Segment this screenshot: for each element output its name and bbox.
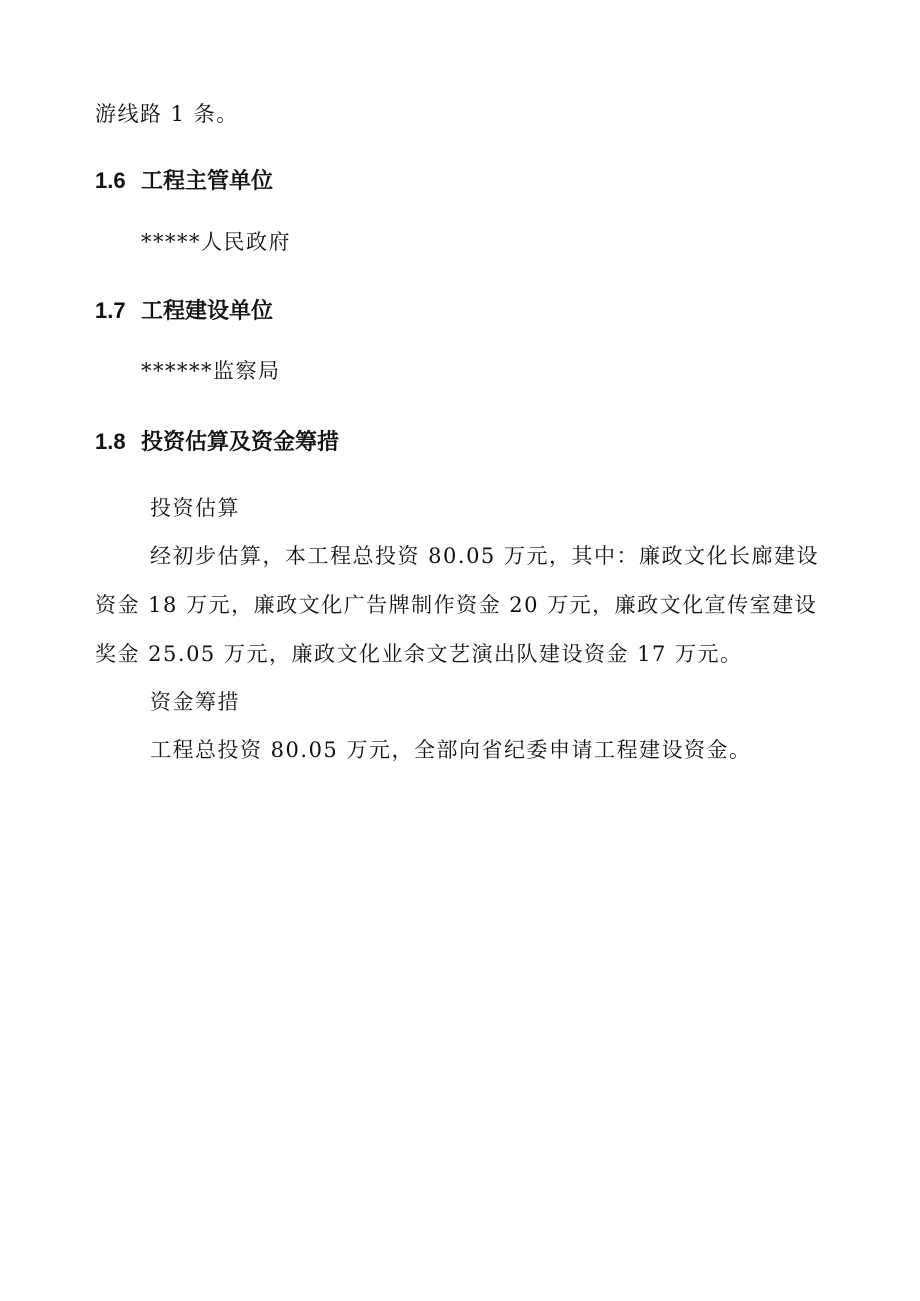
section-heading-1-6 (95, 166, 273, 197)
section-body-1-7: ******监察局 (141, 359, 281, 383)
section-number: 1.8 (95, 429, 126, 454)
section-number: 1.7 (95, 298, 126, 323)
investment-paragraph-line-2: 资金 18 万元，廉政文化广告牌制作资金 20 万元，廉政文化宣传室建设 (95, 593, 818, 617)
section-title: 工程建设单位 (141, 299, 274, 324)
investment-paragraph-line-3: 奖金 25.05 万元，廉政文化业余文艺演出队建设资金 17 万元。 (95, 642, 743, 666)
section-number: 1.6 (95, 168, 126, 193)
investment-paragraph-line-1: 经初步估算，本工程总投资 80.05 万元，其中：廉政文化长廊建设 (150, 544, 819, 568)
investment-subheading: 投资估算 (150, 496, 240, 520)
section-heading-1-8 (95, 427, 339, 458)
section-body-1-6: *****人民政府 (141, 230, 291, 254)
section-title: 投资估算及资金筹措 (141, 430, 340, 455)
section-title: 工程主管单位 (141, 169, 274, 194)
section-heading-1-7 (95, 296, 273, 327)
funding-paragraph-line-1: 工程总投资 80.05 万元，全部向省纪委申请工程建设资金。 (150, 738, 752, 762)
intro-tail-text: 游线路 1 条。 (95, 102, 239, 126)
funding-subheading: 资金筹措 (150, 690, 240, 714)
